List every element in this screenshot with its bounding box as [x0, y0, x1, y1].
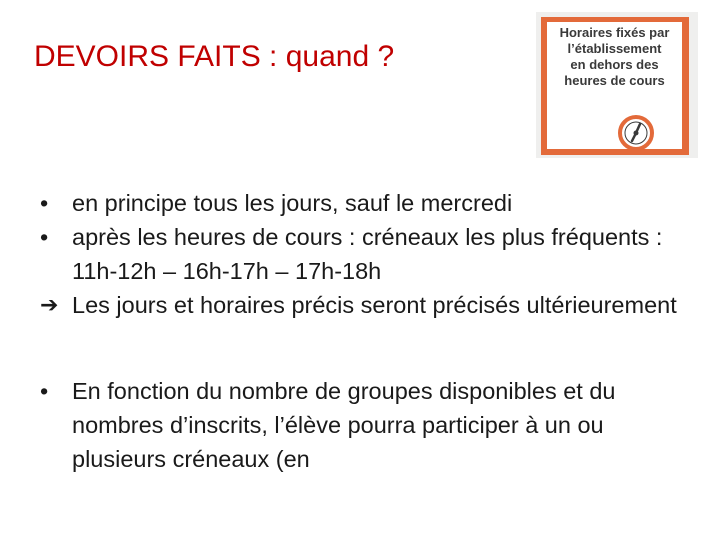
- bullet-text: En fonction du nombre de groupes disponibles et du nombres d’inscrits, l’élève pourra participer à un ou plusieurs créneaux (en: [72, 378, 616, 472]
- slide-body: [40, 186, 700, 476]
- bullet-marker: •: [40, 224, 49, 250]
- arrow-note: [40, 288, 700, 322]
- bullet-marker: •: [40, 190, 49, 216]
- badge-text: [547, 25, 682, 89]
- badge-line-4: heures de cours: [564, 73, 665, 88]
- arrow-right-icon: ➔: [40, 292, 59, 317]
- bullet-marker: •: [40, 378, 49, 404]
- slide-title: DEVOIRS FAITS : quand ?: [34, 40, 395, 73]
- bullet-text: après les heures de cours : créneaux les plus fréquents : 11h-12h – 16h-17h – 17h-18h: [72, 224, 663, 284]
- badge-line-2: l’établissement: [567, 41, 662, 56]
- bullet-item: [40, 374, 700, 476]
- clock-icon: [616, 113, 656, 153]
- bullet-item: [40, 186, 700, 220]
- bullet-item: [40, 220, 700, 288]
- badge-line-1: Horaires fixés par: [559, 25, 670, 40]
- bullet-text: en principe tous les jours, sauf le mercredi: [72, 190, 513, 216]
- badge-line-3: en dehors des: [570, 57, 659, 72]
- arrow-note-text: Les jours et horaires précis seront précisés ultérieurement: [72, 292, 677, 318]
